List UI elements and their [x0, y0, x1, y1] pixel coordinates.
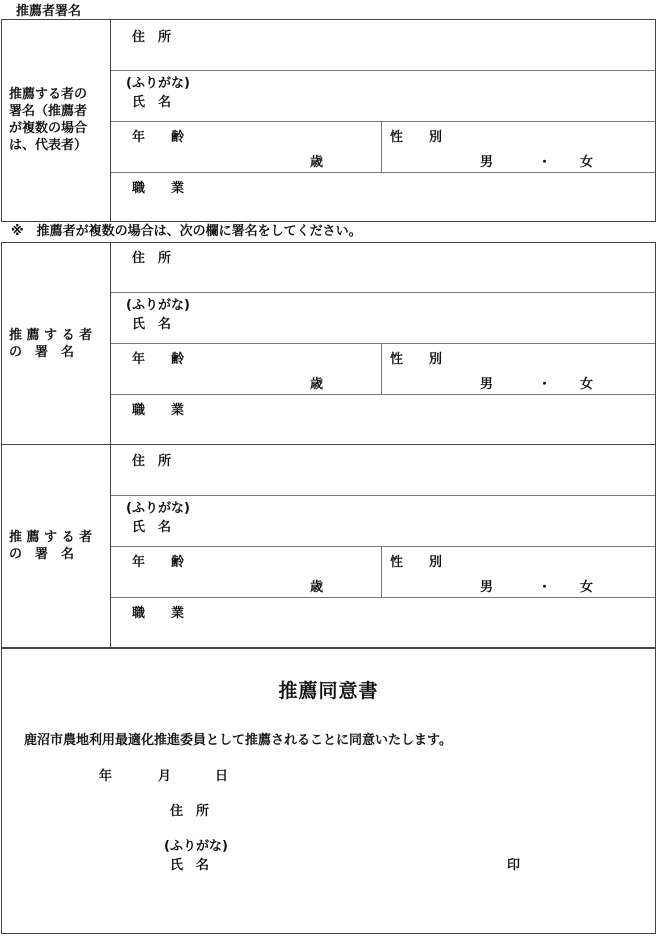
- row-divider: [111, 495, 655, 496]
- sex-label: 性 別: [390, 130, 443, 145]
- signature-block-label: 推 薦 す る 者 の 署 名: [9, 530, 93, 562]
- date-day-label: 日: [215, 769, 229, 784]
- age-label: 年 齢: [132, 555, 185, 570]
- female-option: 女: [580, 155, 594, 170]
- sex-label: 性 別: [390, 555, 443, 570]
- sex-label: 性 別: [390, 352, 443, 367]
- row-divider: [111, 292, 655, 293]
- row-divider: [111, 394, 655, 395]
- address-label: 住 所: [132, 251, 172, 266]
- signature-block-label-cell: [2, 20, 111, 221]
- signature-block-label: 推 薦 す る 者 の 署 名: [9, 328, 93, 360]
- column-divider: [381, 546, 382, 597]
- row-divider: [111, 70, 655, 71]
- row-divider: [111, 597, 655, 598]
- name-label: 氏 名: [132, 520, 172, 535]
- address-label: 住 所: [132, 30, 172, 45]
- row-divider: [111, 546, 655, 547]
- female-option: 女: [580, 580, 594, 595]
- date-month-label: 月: [158, 769, 172, 784]
- occupation-label: 職 業: [132, 403, 185, 418]
- age-unit: 歳: [310, 155, 324, 170]
- row-divider: [111, 121, 655, 122]
- seal-mark: 印: [507, 858, 521, 873]
- column-divider: [381, 343, 382, 394]
- signature-block-2: [1, 242, 656, 445]
- consent-address-label: 住 所: [170, 804, 210, 819]
- furigana-label: (ふりがな): [126, 76, 190, 91]
- signature-block-3: [1, 444, 656, 648]
- age-unit: 歳: [310, 580, 324, 595]
- consent-statement: 鹿沼市農地利用最適化推進委員として推薦されることに同意いたします。: [24, 733, 452, 748]
- name-label: 氏 名: [132, 95, 172, 110]
- consent-name-label: 氏 名: [170, 858, 210, 873]
- female-option: 女: [580, 377, 594, 392]
- separator-dot: ・: [538, 155, 552, 170]
- separator-dot: ・: [538, 377, 552, 392]
- male-option: 男: [480, 377, 494, 392]
- signature-block-label-cell: [2, 243, 111, 444]
- furigana-label: (ふりがな): [126, 501, 190, 516]
- age-unit: 歳: [310, 377, 324, 392]
- age-label: 年 齢: [132, 130, 185, 145]
- consent-furigana-label: (ふりがな): [164, 839, 228, 854]
- row-divider: [111, 343, 655, 344]
- occupation-label: 職 業: [132, 606, 185, 621]
- multiple-signers-notice: ※ 推薦者が複数の場合は、次の欄に署名をしてください。: [11, 224, 362, 239]
- row-divider: [111, 172, 655, 173]
- page-title: 推薦者署名: [16, 4, 82, 19]
- date-year-label: 年: [99, 769, 113, 784]
- age-label: 年 齢: [132, 352, 185, 367]
- signature-block-1: [1, 19, 656, 222]
- column-divider: [381, 121, 382, 172]
- consent-form: [1, 648, 656, 934]
- address-label: 住 所: [132, 454, 172, 469]
- signature-block-label: 推薦する者の 署名（推薦者 が複数の場合 は、代表者）: [9, 87, 88, 153]
- male-option: 男: [480, 155, 494, 170]
- signature-block-label-cell: [2, 445, 111, 647]
- occupation-label: 職 業: [132, 181, 185, 196]
- separator-dot: ・: [538, 580, 552, 595]
- male-option: 男: [480, 580, 494, 595]
- name-label: 氏 名: [132, 317, 172, 332]
- furigana-label: (ふりがな): [126, 298, 190, 313]
- consent-title: 推薦同意書: [278, 680, 379, 702]
